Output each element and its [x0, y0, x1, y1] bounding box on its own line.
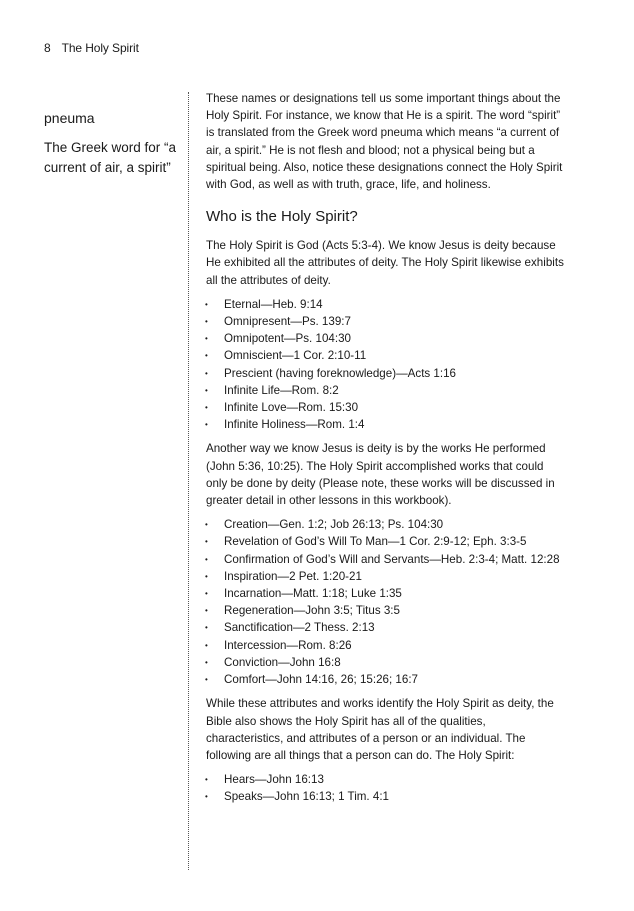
list-item: • Hears—John 16:13	[206, 771, 566, 788]
list-item: • Infinite Love—Rom. 15:30	[206, 399, 566, 416]
running-title: The Holy Spirit	[61, 41, 139, 55]
list-item: • Regeneration—John 3:5; Titus 3:5	[206, 602, 566, 619]
list-item: • Eternal—Heb. 9:14	[206, 296, 566, 313]
glossary-definition: The Greek word for “a current of air, a spirit”	[44, 140, 177, 175]
list-item: • Sanctification—2 Thess. 2:13	[206, 619, 566, 636]
list-item: • Conviction—John 16:8	[206, 654, 566, 671]
attributes-list	[206, 296, 566, 434]
sidebar-glossary	[44, 110, 178, 178]
person-paragraph: While these attributes and works identify the Holy Spirit as deity, the Bible also shows the Holy Spirit has all of the qualities, characteristics, and attributes of a person or an individual. The following are all things that a person can do. The Holy Spirit:	[206, 697, 554, 762]
list-item: • Confirmation of God’s Will and Servants—Heb. 2:3-4; Matt. 12:28	[206, 551, 566, 568]
page-header	[44, 41, 139, 55]
list-item: • Prescient (having foreknowledge)—Acts 1:16	[206, 365, 566, 382]
list-item: • Infinite Life—Rom. 8:2	[206, 382, 566, 399]
works-paragraph: Another way we know Jesus is deity is by the works He performed (John 5:36, 10:25). The Holy Spirit accomplished works that could only be done by deity (Please note, these works will be discussed in greater detail in other lessons in this workbook).	[206, 442, 555, 508]
list-item: • Omnipresent—Ps. 139:7	[206, 313, 566, 330]
list-item: • Creation—Gen. 1:2; Job 26:13; Ps. 104:30	[206, 516, 566, 533]
deity-paragraph: The Holy Spirit is God (Acts 5:3-4). We know Jesus is deity because He exhibited all the attributes of deity. The Holy Spirit likewise exhibits all the attributes of deity.	[206, 239, 564, 287]
list-item: • Intercession—Rom. 8:26	[206, 637, 566, 654]
list-item: • Inspiration—2 Pet. 1:20-21	[206, 568, 566, 585]
column-divider	[188, 92, 189, 870]
list-item: • Comfort—John 14:16, 26; 15:26; 16:7	[206, 671, 566, 688]
list-item: • Speaks—John 16:13; 1 Tim. 4:1	[206, 788, 566, 805]
glossary-term: pneuma	[44, 110, 95, 126]
intro-paragraph: These names or designations tell us some important things about the Holy Spirit. For instance, we know that He is a spirit. The word “spirit” is translated from the Greek word pneuma which means “a current of air, a spirit.” He is not flesh and blood; not a physical being but a spiritual being. Also, notice these designations connect the Holy Spirit with God, as well as with truth, grace, life, and holiness.	[206, 92, 563, 192]
list-item: • Incarnation—Matt. 1:18; Luke 1:35	[206, 585, 566, 602]
list-item: • Infinite Holiness—Rom. 1:4	[206, 416, 566, 433]
list-item: • Omnipotent—Ps. 104:30	[206, 330, 566, 347]
main-column	[206, 90, 566, 813]
list-item: • Omniscient—1 Cor. 2:10-11	[206, 347, 566, 364]
page-number: 8	[44, 41, 51, 55]
list-item: • Revelation of God’s Will To Man—1 Cor. 2:9-12; Eph. 3:3-5	[206, 533, 566, 550]
person-list	[206, 771, 566, 805]
works-list	[206, 516, 566, 688]
section-heading: Who is the Holy Spirit?	[206, 208, 358, 226]
